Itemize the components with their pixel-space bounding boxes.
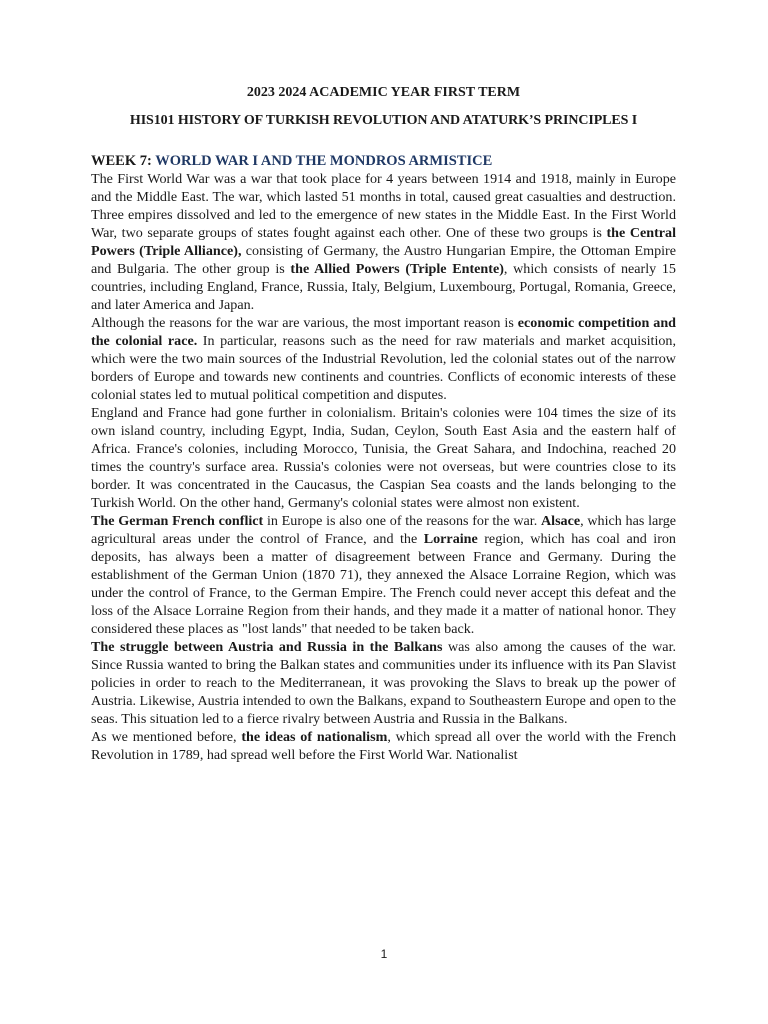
term-header: 2023 2024 ACADEMIC YEAR FIRST TERM xyxy=(246,85,521,100)
text-run: was also among the causes of the war. Since Russia wanted to bring the Balkan states and communities under its influence with its Pan Slavist policies in order to reach to the Mediterranean, it was provoking the Slavs to break up the power of Austria. Likewise, Austria intended to own the Balkans, expand to Southeastern Europe and open to the seas. This situation led to a fierce rivalry between Austria and Russia in the Balkans. xyxy=(91,639,677,727)
week-title: WORLD WAR I AND THE MONDROS ARMISTICE xyxy=(155,153,493,169)
text-run: As we mentioned before, xyxy=(91,729,242,745)
bold-run: Lorraine xyxy=(423,531,478,547)
paragraph-6 xyxy=(91,728,676,764)
page-number: 1 xyxy=(380,947,388,961)
paragraph-5 xyxy=(91,638,676,728)
week-label: WEEK 7: xyxy=(91,153,156,169)
text-run: The First World War was a war that took place for 4 years between 1914 and 1918, mainly in Europe and the Middle East. The war, which lasted 51 months in total, caused great casualties and destruction. Three empires dissolved and led to the emergence of new states in the Middle East. In the First World War, two separate groups of states fought against each other. One of these two groups is xyxy=(91,171,676,241)
paragraph-3 xyxy=(91,404,676,512)
text-run: Although the reasons for the war are various, the most important reason is xyxy=(91,315,518,331)
bold-run: The struggle between Austria and Russia in the Balkans xyxy=(91,639,443,655)
paragraph-1 xyxy=(91,170,676,314)
text-run: , which consists of nearly 15 countries, including England, France, Russia, Italy, Belgium, Luxembourg, Portugal, Romania, Greece, and later America and Japan. xyxy=(91,261,676,313)
bold-run: economic competition and the colonial race. xyxy=(91,315,676,349)
document-body xyxy=(91,84,676,764)
text-run: in Europe is also one of the reasons for the war. xyxy=(263,513,541,529)
bold-run: Alsace xyxy=(540,513,581,529)
paragraph-4 xyxy=(91,512,676,638)
paragraph-2 xyxy=(91,314,676,404)
bold-run: the Allied Powers (Triple Entente) xyxy=(290,261,504,277)
text-run: consisting of Germany, the Austro Hungarian Empire, the Ottoman Empire and Bulgaria. The other group is xyxy=(91,243,676,277)
text-run: In particular, reasons such as the need for raw materials and market acquisition, which were the two main sources of the Industrial Revolution, led the colonial states out of the narrow borders of Europe and towards new continents and countries. Conflicts of economic interests of these colonial states led to mutual political competition and disputes. xyxy=(91,333,676,403)
bold-run: the ideas of nationalism xyxy=(241,729,388,745)
course-header: HIS101 HISTORY OF TURKISH REVOLUTION AND ATATURK’S PRINCIPLES I xyxy=(129,113,638,128)
text-run: region, which has coal and iron deposits, has always been a matter of disagreement between France and Germany. During the establishment of the German Union (1870 71), they annexed the Alsace Lorraine Region, which was under the control of France, to the German Empire. The French could never accept this defeat and the loss of the Alsace Lorraine Region from their hands, and they made it a matter of national honor. They considered these places as "lost lands" that needed to be taken back. xyxy=(91,531,676,637)
text-run: , which has large agricultural areas under the control of France, and the xyxy=(91,513,676,547)
bold-run: The German French conflict xyxy=(91,513,264,529)
text-run: England and France had gone further in colonialism. Britain's colonies were 104 times the size of its own island country, including Egypt, India, Sudan, Ceylon, South East Asia and the eastern half of Africa. France's colonies, including Morocco, Tunisia, the Great Sahara, and Indochina, reached 20 times the country's surface area. Russia's colonies were not overseas, but were countries close to its border. It was concentrated in the Caucasus, the Caspian Sea coasts and the lands belonging to the Turkish World. On the other hand, Germany's colonial states were almost non existent. xyxy=(91,405,676,511)
week-heading xyxy=(91,152,676,170)
bold-run: the Central Powers (Triple Alliance), xyxy=(91,225,677,259)
text-run: , which spread all over the world with the French Revolution in 1789, had spread well before the First World War. Nationalist xyxy=(91,729,676,763)
